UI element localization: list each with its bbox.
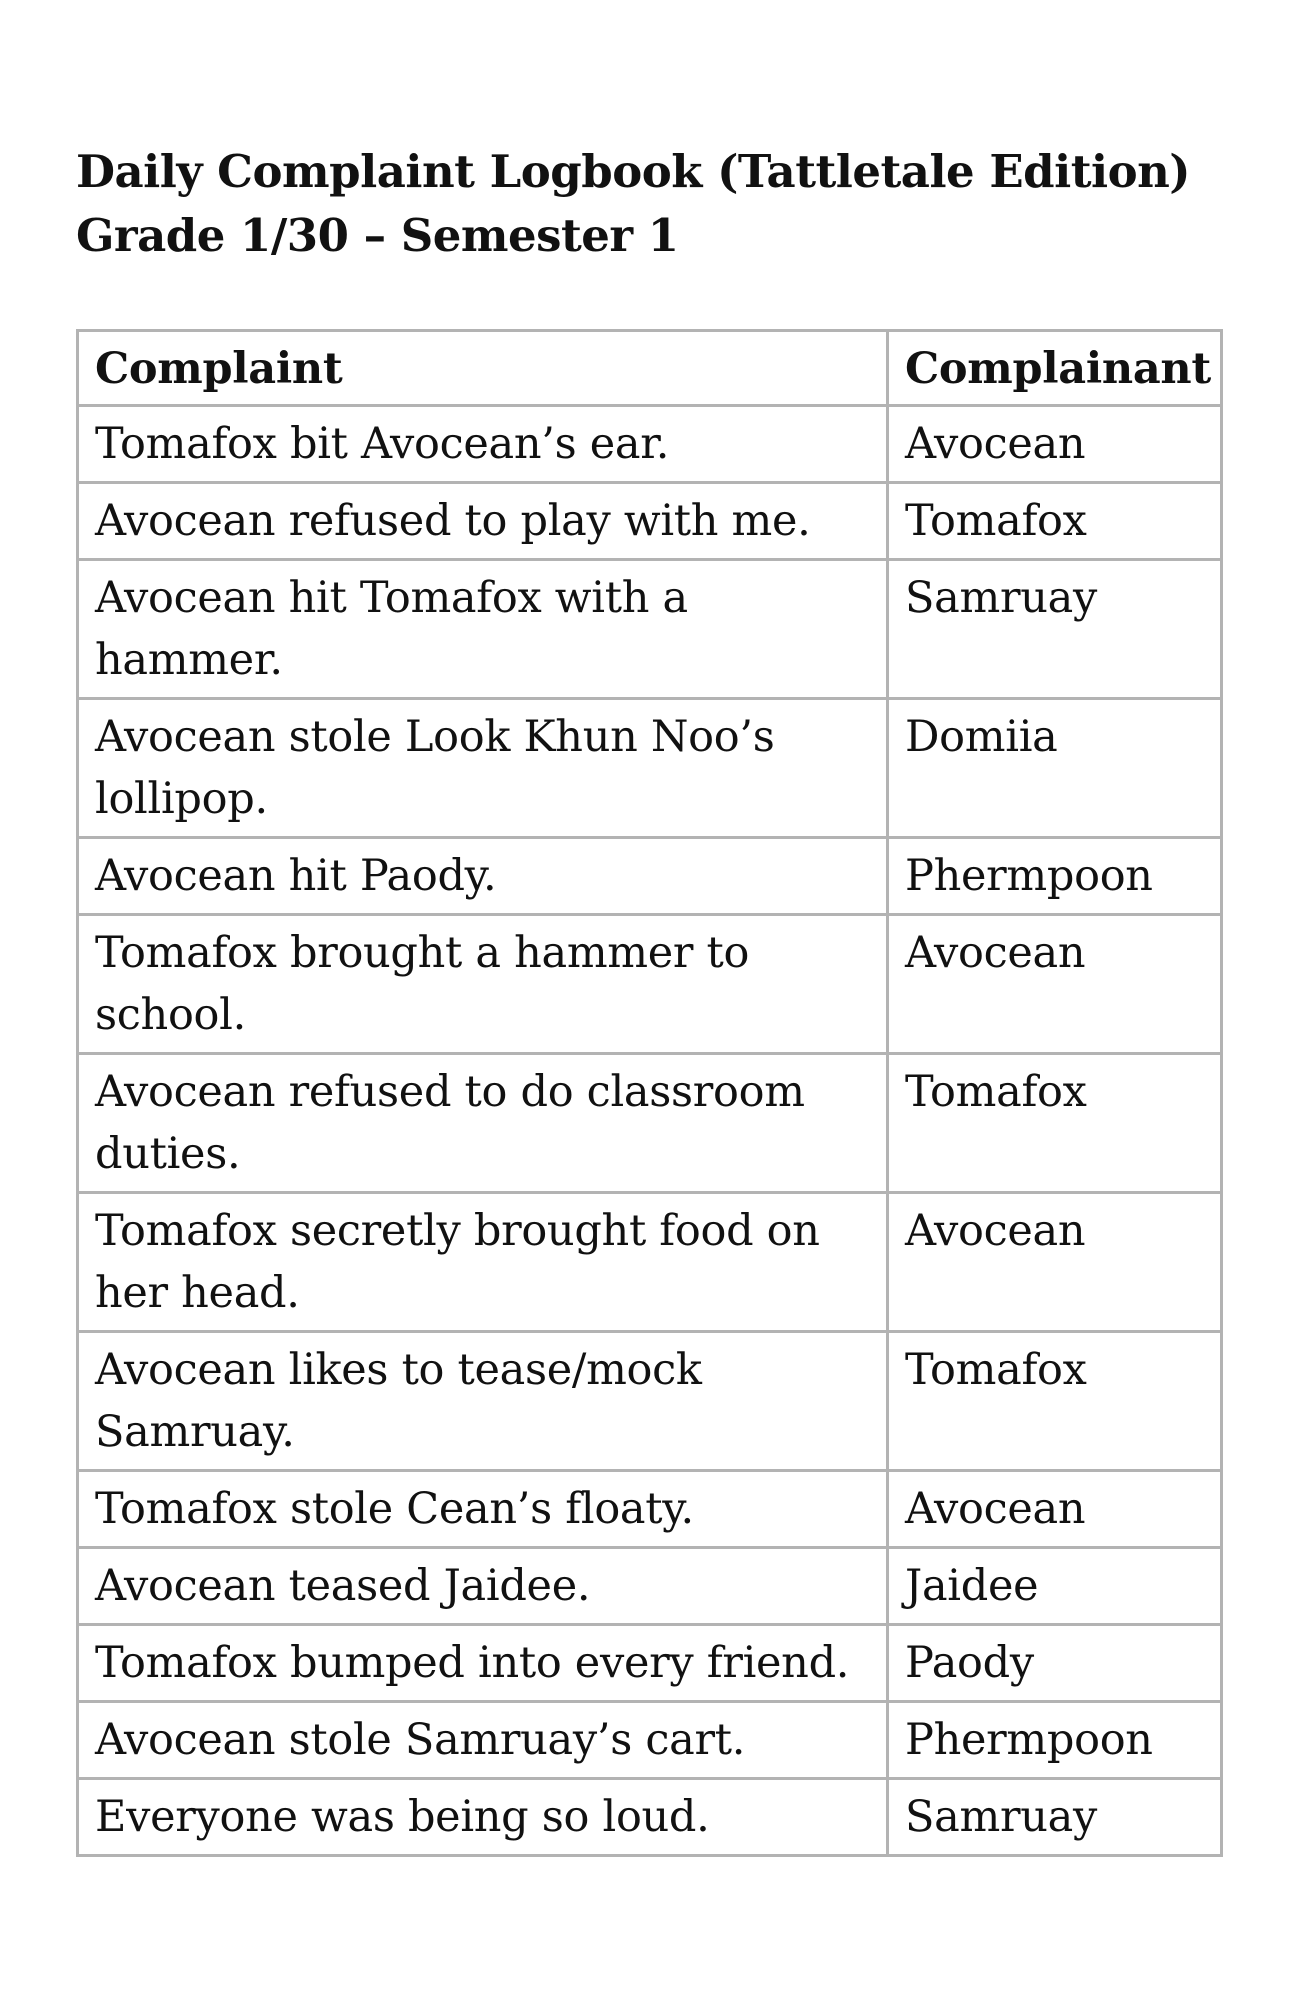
complainant-cell: Tomafox	[888, 1332, 1222, 1471]
complaint-cell: Avocean teased Jaidee.	[78, 1548, 888, 1625]
complainant-cell: Avocean	[888, 1471, 1222, 1548]
complainant-cell: Jaidee	[888, 1548, 1222, 1625]
complaint-log-table	[76, 329, 1223, 1857]
complainant-cell: Tomafox	[888, 483, 1222, 560]
document-title	[76, 140, 1190, 268]
complaint-cell: Avocean stole Samruay’s cart.	[78, 1702, 888, 1779]
column-header-complainant: Complainant	[888, 331, 1222, 406]
table-row	[78, 1193, 1222, 1332]
complainant-cell: Phermpoon	[888, 1702, 1222, 1779]
complainant-cell: Samruay	[888, 1779, 1222, 1856]
complaint-cell: Avocean hit Paody.	[78, 838, 888, 915]
complainant-cell: Tomafox	[888, 1054, 1222, 1193]
title-line-1: Daily Complaint Logbook (Tattletale Edition)	[76, 145, 1191, 198]
column-header-complaint: Complaint	[78, 331, 888, 406]
title-line-2: Grade 1/30 – Semester 1	[76, 209, 679, 262]
complaint-cell: Tomafox stole Cean’s floaty.	[78, 1471, 888, 1548]
complaint-cell: Avocean refused to do classroom duties.	[78, 1054, 888, 1193]
table-row	[78, 699, 1222, 838]
complainant-cell: Avocean	[888, 915, 1222, 1054]
complaint-cell: Everyone was being so loud.	[78, 1779, 888, 1856]
complainant-cell: Paody	[888, 1625, 1222, 1702]
complaint-cell: Tomafox bit Avocean’s ear.	[78, 406, 888, 483]
complaint-cell: Tomafox brought a hammer to school.	[78, 915, 888, 1054]
table-row	[78, 838, 1222, 915]
table-row	[78, 1471, 1222, 1548]
complainant-cell: Samruay	[888, 560, 1222, 699]
table-row	[78, 483, 1222, 560]
table-row	[78, 1332, 1222, 1471]
complaint-cell: Avocean hit Tomafox with a hammer.	[78, 560, 888, 699]
complaint-cell: Avocean refused to play with me.	[78, 483, 888, 560]
complaint-cell: Avocean stole Look Khun Noo’s lollipop.	[78, 699, 888, 838]
table-row	[78, 1702, 1222, 1779]
table-header-row	[78, 331, 1222, 406]
table-row	[78, 1625, 1222, 1702]
table-row	[78, 560, 1222, 699]
complainant-cell: Avocean	[888, 1193, 1222, 1332]
table-row	[78, 1054, 1222, 1193]
table-row	[78, 1779, 1222, 1856]
table-row	[78, 915, 1222, 1054]
complainant-cell: Domiia	[888, 699, 1222, 838]
table-row	[78, 1548, 1222, 1625]
complaint-cell: Tomafox bumped into every friend.	[78, 1625, 888, 1702]
complaint-cell: Tomafox secretly brought food on her head.	[78, 1193, 888, 1332]
complainant-cell: Avocean	[888, 406, 1222, 483]
complaint-cell: Avocean likes to tease/mock Samruay.	[78, 1332, 888, 1471]
table-row	[78, 406, 1222, 483]
complainant-cell: Phermpoon	[888, 838, 1222, 915]
